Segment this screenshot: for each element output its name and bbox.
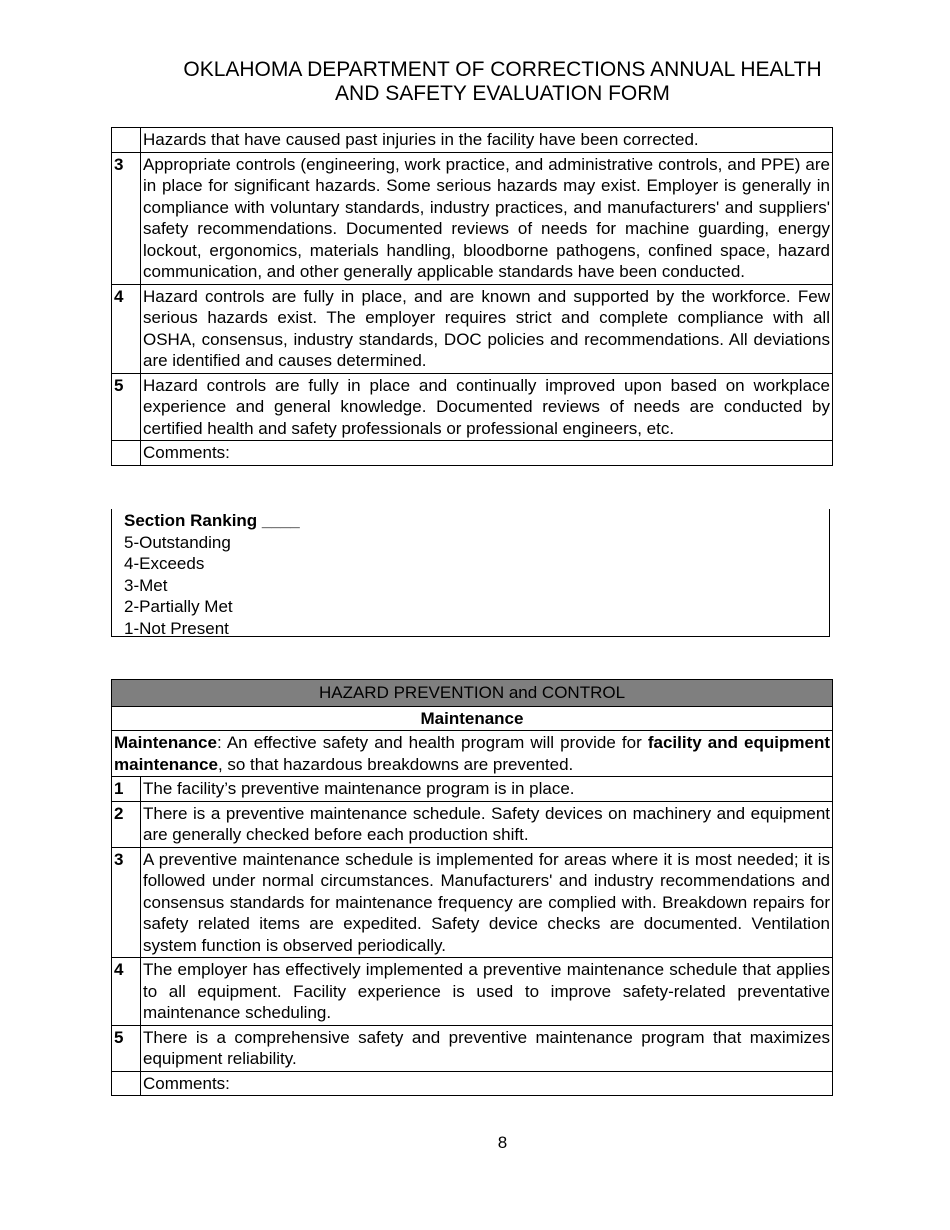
table-row [112,777,833,802]
ranking-option-3: 3-Met [124,575,168,595]
ranking-option-1: 1-Not Present [124,618,229,638]
intro-text-end: , so that hazardous breakdowns are prevented. [217,754,574,774]
table-row [112,847,833,958]
table-row [112,801,833,847]
row-text: A preventive maintenance schedule is implemented for areas where it is most needed; it is followed under normal circumstances. Manufacturers' and industry recommendations and consensus standards for maintenance frequency are complied with. Breakdown repairs for safety related items are expedited. Safety device checks are documented. Ventilation system function is observed periodically. [141,847,833,958]
ranking-option-5: 5-Outstanding [124,532,231,552]
section-ranking [111,509,830,637]
section-header: HAZARD PREVENTION and CONTROL [112,680,833,707]
row-number [112,128,141,153]
row-number: 3 [112,847,141,958]
table-row [112,284,833,373]
row-number: 5 [112,1025,141,1071]
section-intro [112,731,833,777]
row-text: Hazard controls are fully in place and continually improved upon based on workplace experience and general knowledge. Documented reviews of needs are conducted by certified health and safety professionals or professional engineers, etc. [141,373,833,441]
table-row [112,958,833,1026]
comments-row [112,1071,833,1096]
maintenance-table [111,679,833,1096]
row-number: 1 [112,777,141,802]
row-text: There is a preventive maintenance schedule. Safety devices on machinery and equipment are generally checked before each production shift. [141,801,833,847]
table-row [112,1025,833,1071]
section-ranking-heading: Section Ranking ____ [124,511,300,530]
table-row [112,152,833,284]
table-row [112,128,833,153]
row-text: Hazards that have caused past injuries in the facility have been corrected. [141,128,833,153]
title-line-2: AND SAFETY EVALUATION FORM [335,82,670,105]
row-number [112,1071,141,1096]
row-number: 5 [112,373,141,441]
ranking-option-4: 4-Exceeds [124,554,205,573]
row-text: The facility’s preventive maintenance program is in place. [141,777,833,802]
intro-bold-phrase: facility and equipment maintenance [114,733,830,774]
intro-row [112,731,833,777]
hazard-controls-table [111,127,833,466]
page-number: 8 [497,1133,508,1152]
section-header-row [112,680,833,707]
comments-label: Comments: [141,441,833,466]
page-title [150,58,855,106]
section-subheader: Maintenance [112,706,833,731]
table-row [112,373,833,441]
intro-text: : An effective safety and health program will provide for [216,733,648,752]
comments-label: Comments: [141,1071,833,1096]
row-number: 4 [112,284,141,373]
row-text: The employer has effectively implemented a preventive maintenance schedule that applies to all equipment. Facility experience is used to improve safety-related preventative maintenance scheduling. [141,958,833,1026]
row-text: Appropriate controls (engineering, work practice, and administrative controls, and PPE) are in place for significant hazards. Some serious hazards may exist. Employer is generally in compliance with voluntary standards, industry practices, and manufacturers' and suppliers' safety recommendations. Documented reviews of needs for machine guarding, energy lockout, ergonomics, materials handling, bloodborne pathogens, confined space, hazard communication, and other generally applicable standards have been conducted. [141,152,833,284]
subheader-row [112,706,833,731]
row-text: Hazard controls are fully in place, and are known and supported by the workforce. Few serious hazards exist. The employer requires strict and complete compliance with all OSHA, consensus, industry standards, DOC policies and recommendations. All deviations are identified and causes determined. [141,284,833,373]
row-number: 3 [112,152,141,284]
row-number: 4 [112,958,141,1026]
ranking-option-2: 2-Partially Met [124,597,233,616]
comments-row [112,441,833,466]
row-number [112,441,141,466]
intro-bold-term: Maintenance [114,733,217,752]
title-line-1: OKLAHOMA DEPARTMENT OF CORRECTIONS ANNUAL HEALTH [183,58,822,81]
row-text: There is a comprehensive safety and preventive maintenance program that maximizes equipment reliability. [141,1025,833,1071]
row-number: 2 [112,801,141,847]
